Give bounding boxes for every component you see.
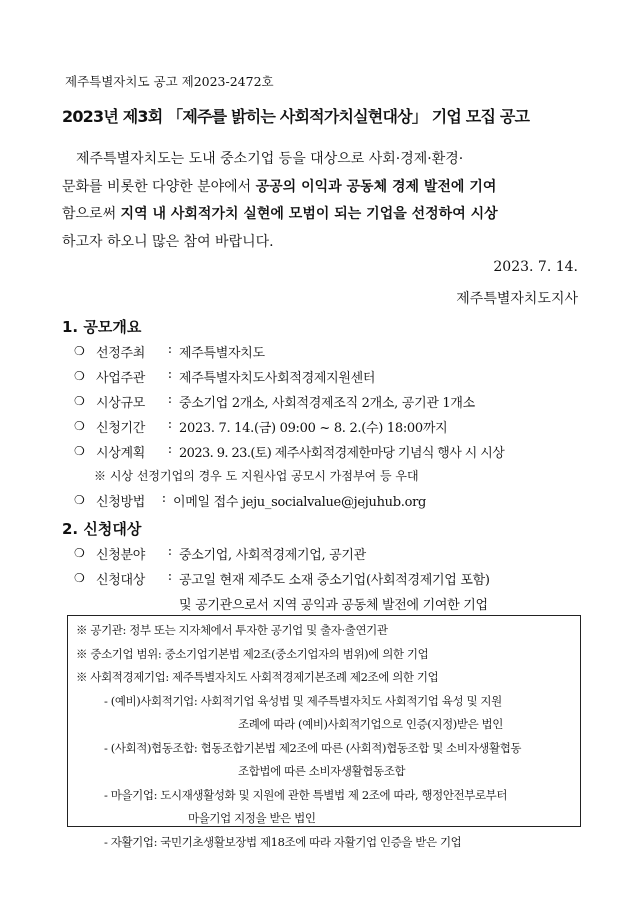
notes-box	[67, 615, 581, 849]
item-value: 제주특별자치도	[179, 346, 265, 361]
item-label: 신청분야	[96, 548, 146, 563]
note-line: 조례에 따라 (예비)사회적기업으로 인증(지정)받은 법인	[238, 717, 503, 731]
item-label: 신청기간	[96, 421, 146, 436]
note-line: - (예비)사회적기업: 사회적기업 육성법 및 제주특별자치도 사회적기업 육성 및 지원	[104, 693, 502, 708]
intro-line-1: 제주특별자치도는 도내 중소기업 등을 대상으로 사회·경제·환경·	[76, 151, 464, 167]
section-heading-overview: 1. 공모개요	[62, 318, 142, 336]
circle-bullet-icon: ❍	[74, 493, 85, 507]
notice-date: 2023. 7. 14.	[493, 259, 578, 275]
section-heading-eligibility: 2. 신청대상	[62, 520, 142, 538]
item-colon: :	[167, 342, 173, 357]
note-line: - 자활기업: 국민기초생활보장법 제18조에 따라 자활기업 인증을 받은 기업	[104, 834, 462, 849]
list-item	[74, 569, 594, 594]
list-item	[74, 544, 594, 569]
item-label: 시상계획	[96, 446, 146, 461]
note-line: 조합법에 따른 소비자생활협동조합	[238, 764, 406, 778]
notice-number: 제주특별자치도 공고 제2023-2472호	[65, 74, 274, 89]
item-value: 중소기업, 사회적경제기업, 공기관	[179, 548, 366, 563]
intro-line-3-plain: 함으로써	[62, 206, 121, 222]
intro-line-3	[62, 201, 582, 229]
eligibility-list	[74, 544, 594, 619]
list-item	[74, 342, 594, 367]
target-continuation: 및 공기관으로서 지역 공익과 공동체 발전에 기여한 기업	[179, 598, 488, 613]
list-item	[74, 367, 594, 392]
note-line: - 마을기업: 도시재생활성화 및 지원에 관한 특별법 제 2조에 따라, 행정안전부로부터	[104, 787, 508, 802]
item-colon: :	[167, 417, 173, 432]
circle-bullet-icon: ❍	[74, 546, 85, 560]
item-colon: :	[167, 569, 173, 584]
intro-line-2-plain: 문화를 비롯한 다양한 분야에서	[62, 178, 256, 195]
circle-bullet-icon: ❍	[74, 571, 85, 585]
note-line: - (사회적)협동조합: 협동조합기본법 제2조에 따른 (사회적)협동조합 및 소비자생활협동	[104, 740, 522, 755]
item-value: 공고일 현재 제주도 소재 중소기업(사회적경제기업 포함)	[179, 573, 490, 588]
list-item	[74, 417, 594, 442]
note-line: ※ 공기관: 정부 또는 지자체에서 투자한 공기업 및 출자·출연기관	[76, 623, 388, 637]
item-colon: :	[167, 367, 173, 382]
item-label: 신청대상	[96, 573, 146, 588]
item-value: 2023. 7. 14.(금) 09:00 ~ 8. 2.(수) 18:00까지	[179, 421, 448, 436]
item-value: 제주특별자치도사회적경제지원센터	[179, 371, 376, 386]
intro-line-2	[62, 174, 582, 202]
note-line: ※ 중소기업 범위: 중소기업기본법 제2조(중소기업자의 범위)에 의한 기업	[76, 646, 429, 661]
page-title: 2023년 제3회 「제주를 밝히는 사회적가치실현대상」 기업 모집 공고	[62, 107, 530, 126]
circle-bullet-icon: ❍	[74, 419, 85, 433]
item-value: 2023. 9. 23.(토) 제주사회적경제한마당 기념식 행사 시 시상	[179, 446, 505, 461]
item-label: 사업주관	[96, 371, 146, 386]
intro-line-2-bold: 공공의 이익과 공동체 경제 발전에 기여	[255, 178, 497, 195]
item-colon: :	[161, 491, 167, 506]
issuing-organization: 제주특별자치도지사	[456, 291, 578, 307]
item-colon: :	[167, 544, 173, 559]
item-value: 이메일 접수 jeju_socialvalue@jejuhub.org	[173, 495, 427, 510]
item-colon: :	[167, 392, 173, 407]
circle-bullet-icon: ❍	[74, 344, 85, 358]
list-item	[74, 392, 594, 417]
overview-list	[74, 342, 594, 516]
item-label: 신청방법	[96, 495, 146, 510]
circle-bullet-icon: ❍	[74, 369, 85, 383]
intro-line-4: 하고자 하오니 많은 참여 바랍니다.	[62, 233, 274, 250]
item-label: 시상규모	[96, 396, 146, 411]
item-label: 선정주최	[96, 346, 146, 361]
note-line: ※ 사회적경제기업: 제주특별자치도 사회적경제기본조례 제2조에 의한 기업	[76, 670, 439, 684]
list-item	[74, 491, 594, 516]
list-item	[74, 442, 594, 467]
item-value: 중소기업 2개소, 사회적경제조직 2개소, 공기관 1개소	[179, 396, 475, 411]
circle-bullet-icon: ❍	[74, 394, 85, 408]
award-note: ※ 시상 선정기업의 경우 도 지원사업 공모시 가점부여 등 우대	[94, 469, 419, 483]
circle-bullet-icon: ❍	[74, 444, 85, 458]
item-colon: :	[167, 442, 173, 457]
intro-line-3-bold: 지역 내 사회적가치 실현에 모범이 되는 기업을 선정하여 시상	[120, 206, 498, 222]
intro-paragraph	[62, 146, 582, 256]
note-line: 마을기업 지정을 받은 법인	[188, 811, 316, 825]
